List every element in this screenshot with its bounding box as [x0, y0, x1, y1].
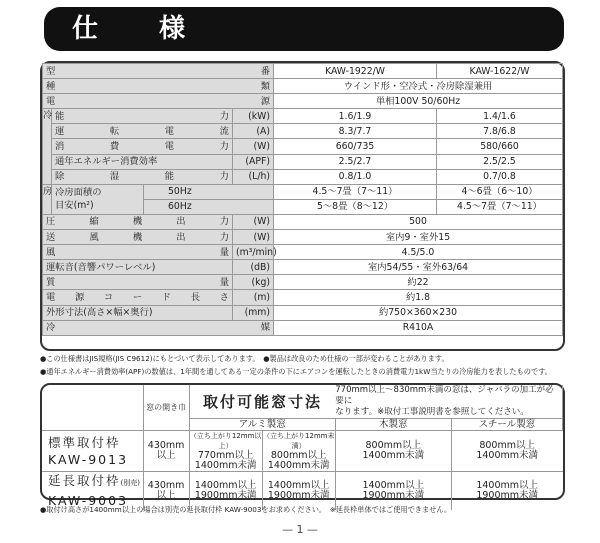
window-title-note-line2: なります。※取付工事説明書を参照してください。 — [335, 407, 529, 417]
label-char: 転 — [109, 125, 120, 137]
standard-al1-l2: 1400mm未満 — [194, 460, 257, 471]
label-char: 出 — [176, 231, 186, 243]
spec-row-consumption — [43, 139, 563, 154]
extension-frame-label — [42, 472, 143, 510]
standard-steel — [451, 431, 562, 472]
spread-common-1 — [46, 231, 229, 244]
spread-common-5 — [46, 291, 229, 304]
power-source-value: 単相100V 50/60Hz — [274, 94, 563, 109]
cooling-1-label — [52, 124, 233, 139]
spec-row-apf — [43, 154, 563, 169]
area-label-line1: 冷房面積の — [55, 187, 102, 199]
standard-al1 — [189, 431, 262, 472]
cooling-3-label: 通年エネルギー消費効率 — [52, 154, 233, 169]
standard-al1-l1: 770mm以上 — [197, 450, 254, 461]
common-7-label — [43, 320, 274, 335]
common-4-label — [43, 275, 233, 290]
extension-wood-l2: 1900mm未満 — [362, 489, 425, 501]
label-char: 能 — [55, 110, 65, 122]
steel-window-label: スチール製窓 — [451, 419, 562, 431]
spec-row-area-50 — [43, 184, 563, 199]
label-char: 電 — [164, 141, 175, 153]
cooling-2-m1: 660/735 — [274, 139, 437, 154]
common-6-label: 外形寸法(高さ×幅×奥行) — [43, 305, 233, 320]
common-6-unit: (mm) — [233, 305, 274, 320]
common-4-unit: (kg) — [233, 275, 274, 290]
standard-al2-note: （立ち上がり12mm未満） — [262, 432, 335, 450]
cooling-4-m1: 0.8/1.0 — [274, 169, 437, 184]
label-char: 湿 — [109, 171, 120, 183]
cooling-0-m2: 1.4/1.6 — [437, 109, 563, 124]
window-row-extension — [42, 472, 563, 510]
area-50hz-m1: 4.5～7畳（7～11） — [274, 184, 437, 199]
area-50hz-label: 50Hz — [144, 184, 274, 199]
cooling-1-m1: 8.3/7.7 — [274, 124, 437, 139]
cooling-side-label: 冷 — [43, 109, 52, 184]
power-source-label — [43, 94, 274, 109]
label-char: 電 — [164, 125, 175, 137]
common-5-value: 約1.8 — [274, 290, 563, 305]
cooling-4-label — [52, 169, 233, 184]
cooling-4-m2: 0.7/0.8 — [437, 169, 563, 184]
label-char: 力 — [219, 231, 229, 243]
label-char: 流 — [219, 125, 229, 137]
common-6-value: 約750×360×230 — [274, 305, 563, 320]
cooling-1-unit: (A) — [233, 124, 274, 139]
cooling-2-m2: 580/660 — [437, 139, 563, 154]
standard-steel-l1: 800mm以上 — [479, 440, 535, 451]
spec-row-model — [43, 64, 563, 79]
standard-al2 — [262, 431, 335, 472]
cooling-4-unit: (L/h) — [233, 169, 274, 184]
label-char: 送 — [46, 231, 56, 243]
label-char: 機 — [132, 231, 143, 243]
label-char: 力 — [219, 141, 229, 153]
label-char: 質 — [46, 276, 56, 288]
label-char: 縮 — [89, 216, 99, 228]
label-char: 媒 — [260, 322, 270, 334]
label-char: コ — [103, 291, 114, 303]
label-char: 出 — [176, 216, 186, 228]
extension-wood-l1: 1400mm以上 — [362, 479, 425, 491]
label-char: 冷 — [46, 322, 56, 334]
window-title-note-line1: 770mm以上～830mm未満の窓は、ジャバラの加工が必要に — [335, 385, 554, 406]
label-char: 消 — [55, 141, 65, 153]
standard-frame-label — [42, 431, 143, 472]
standard-wood-l1: 800mm以上 — [365, 440, 422, 451]
common-7-value: R410A — [274, 320, 563, 335]
label-char: 電 — [46, 291, 56, 303]
extension-frame-name-line — [48, 472, 143, 492]
cooling-1-m2: 7.8/6.8 — [437, 124, 563, 139]
extension-al1-l2: 1900mm未満 — [194, 489, 257, 501]
spec-row-cord — [43, 290, 563, 305]
opening-label: 窓の開き巾 — [143, 385, 189, 431]
label-char: 力 — [219, 110, 229, 122]
common-0-value: 500 — [274, 214, 563, 229]
standard-al2-l1: 800mm以上 — [270, 450, 327, 461]
common-3-label: 運転音(音響パワーレベル) — [43, 260, 233, 275]
standard-wood-l2: 1400mm未満 — [362, 450, 425, 461]
spec-row-refrigerant — [43, 320, 563, 335]
page-number: — 1 — — [282, 523, 318, 536]
label-char: 源 — [74, 291, 85, 303]
spec-row-power-source — [43, 94, 563, 109]
extension-steel — [451, 472, 562, 510]
area-60hz-label: 60Hz — [144, 199, 274, 214]
label-char: 長 — [190, 291, 200, 303]
window-table-frame — [40, 383, 565, 509]
note-jis: ●この仕様書はJIS規格(JIS C9612)にもとづいて表示してあります。 ●製品は改良のため仕様の一部が変わることがあります。 — [40, 354, 449, 363]
spec-table — [42, 63, 563, 336]
standard-al1-note: （立ち上がり12mm以上） — [189, 432, 262, 450]
spec-row-airflow — [43, 245, 563, 260]
label-char: 力 — [219, 171, 229, 183]
common-0-unit: (W) — [233, 214, 274, 229]
cooling-2-label — [52, 139, 233, 154]
standard-frame-model: KAW-9013 — [48, 452, 129, 467]
label-char: 型 — [46, 65, 56, 77]
common-1-unit: (W) — [233, 230, 274, 245]
spread-common-2 — [46, 246, 229, 259]
window-title-note — [335, 385, 562, 419]
common-2-unit: (m³/min) — [233, 245, 274, 260]
kind-label — [43, 79, 274, 94]
spread-common-7 — [46, 321, 270, 334]
kind-value: ウインド形・空冷式・冷房除湿兼用 — [274, 79, 563, 94]
spec-row-fan — [43, 230, 563, 245]
standard-frame-name: 標準取付枠 — [48, 435, 121, 450]
cooling-2-unit: (W) — [233, 139, 274, 154]
note-apf: ●通年エネルギー消費効率(APF)の数値は、1年間を通してある一定の条件の下にエアコンを運転したときの消費電力1kW当たりの冷房能力を表したものです。 — [40, 367, 552, 376]
common-4-value: 約22 — [274, 275, 563, 290]
spread-label-power — [46, 95, 270, 108]
extension-opening-l1: 430mm — [147, 479, 185, 491]
spec-row-dimensions — [43, 305, 563, 320]
extension-opening-l2: 以上 — [156, 489, 176, 501]
cooling-3-m1: 2.5/2.7 — [274, 154, 437, 169]
area-60hz-m2: 4.5～7畳（7～11） — [437, 199, 563, 214]
area-50hz-m2: 4～6畳（6～10） — [437, 184, 563, 199]
extension-al2-l2: 1900mm未満 — [267, 489, 330, 501]
label-char: 電 — [46, 95, 56, 107]
label-char: 運 — [55, 125, 65, 137]
spread-cooling-2 — [55, 140, 229, 153]
spec-table-frame — [40, 61, 565, 351]
extension-frame-note: (別売) — [120, 479, 140, 488]
standard-wood — [335, 431, 451, 472]
spread-cooling-4 — [55, 170, 229, 183]
standard-steel-l2: 1400mm未満 — [476, 450, 539, 461]
cooling-3-m2: 2.5/2.5 — [437, 154, 563, 169]
standard-al2-l2: 1400mm未満 — [267, 460, 330, 471]
common-3-value: 室内54/55・室外63/64 — [274, 260, 563, 275]
standard-opening-l1: 430mm — [147, 440, 185, 451]
label-char: 風 — [46, 246, 56, 258]
cooling-0-label — [52, 109, 233, 124]
label-char: 能 — [164, 171, 175, 183]
label-char: 量 — [219, 246, 229, 258]
extension-frame-name: 延長取付枠 — [48, 473, 121, 489]
extension-steel-l2: 1900mm未満 — [476, 489, 539, 501]
spec-row-cooling-capacity — [43, 109, 563, 124]
label-char: 類 — [260, 80, 270, 92]
extension-al1-l1: 1400mm以上 — [194, 479, 257, 491]
label-char: 機 — [132, 216, 143, 228]
common-0-label — [43, 214, 233, 229]
area-label-line2: 目安(m²) — [55, 200, 94, 212]
extension-frame-model: KAW-9003 — [48, 493, 129, 509]
label-char: 種 — [46, 80, 56, 92]
cooling-3-unit: (APF) — [233, 154, 274, 169]
cooling-0-unit: (kW) — [233, 109, 274, 124]
area-label — [52, 184, 144, 214]
common-5-label — [43, 290, 233, 305]
label-char: ド — [161, 291, 172, 303]
window-title: 取付可能窓寸法 — [189, 385, 335, 419]
label-char: 力 — [219, 216, 229, 228]
footer-note: ●取付け高さが1400mm以上の場合は別売の延長取付枠 KAW-9003をお求めください。 ※延長枠単体ではご使用できません。 — [40, 505, 452, 514]
spec-row-current — [43, 124, 563, 139]
cooling-0-m1: 1.6/1.9 — [274, 109, 437, 124]
label-char: 量 — [219, 276, 229, 288]
window-title-row — [42, 385, 563, 419]
spec-row-weight — [43, 275, 563, 290]
label-char: 除 — [55, 171, 65, 183]
spec-row-noise — [43, 260, 563, 275]
spec-row-compressor — [43, 214, 563, 229]
spread-label-model — [46, 65, 270, 78]
spread-cooling-1 — [55, 125, 229, 138]
room-side-label: 房 — [43, 184, 52, 214]
common-2-value: 4.5/5.0 — [274, 245, 563, 260]
common-2-label — [43, 245, 233, 260]
label-char: 圧 — [46, 216, 56, 228]
label-char: 番 — [260, 65, 270, 77]
label-char: 源 — [260, 95, 270, 107]
common-3-unit: (dB) — [233, 260, 274, 275]
extension-al2 — [262, 472, 335, 510]
standard-opening — [143, 431, 189, 472]
spread-cooling-0 — [55, 110, 229, 123]
label-char: 風 — [89, 231, 99, 243]
model-header-label — [43, 64, 274, 79]
common-1-label — [43, 230, 233, 245]
wood-window-label: 木製窓 — [335, 419, 451, 431]
spread-label-kind — [46, 80, 270, 93]
title-bar — [44, 7, 564, 51]
window-size-table — [42, 385, 563, 510]
aluminum-window-label: アルミ製窓 — [189, 419, 335, 431]
common-1-value: 室内9・室外15 — [274, 230, 563, 245]
label-char: ー — [132, 291, 143, 303]
area-60hz-m1: 5～8畳（8～12） — [274, 199, 437, 214]
extension-al2-l1: 1400mm以上 — [267, 479, 330, 491]
page-title: 仕 様 — [72, 14, 212, 44]
label-char: 費 — [109, 141, 120, 153]
standard-opening-l2: 以上 — [156, 450, 176, 461]
window-empty-corner — [42, 385, 143, 431]
model-1-name: KAW-1922/W — [274, 64, 437, 79]
extension-wood — [335, 472, 451, 510]
window-row-standard — [42, 431, 563, 472]
extension-opening — [143, 472, 189, 510]
spec-row-dehumidify — [43, 169, 563, 184]
spread-common-4 — [46, 276, 229, 289]
common-5-unit: (m) — [233, 290, 274, 305]
spread-common-0 — [46, 215, 229, 228]
model-2-name: KAW-1622/W — [437, 64, 563, 79]
extension-al1 — [189, 472, 262, 510]
spec-row-kind — [43, 79, 563, 94]
extension-steel-l1: 1400mm以上 — [476, 479, 539, 491]
label-char: さ — [219, 291, 229, 303]
